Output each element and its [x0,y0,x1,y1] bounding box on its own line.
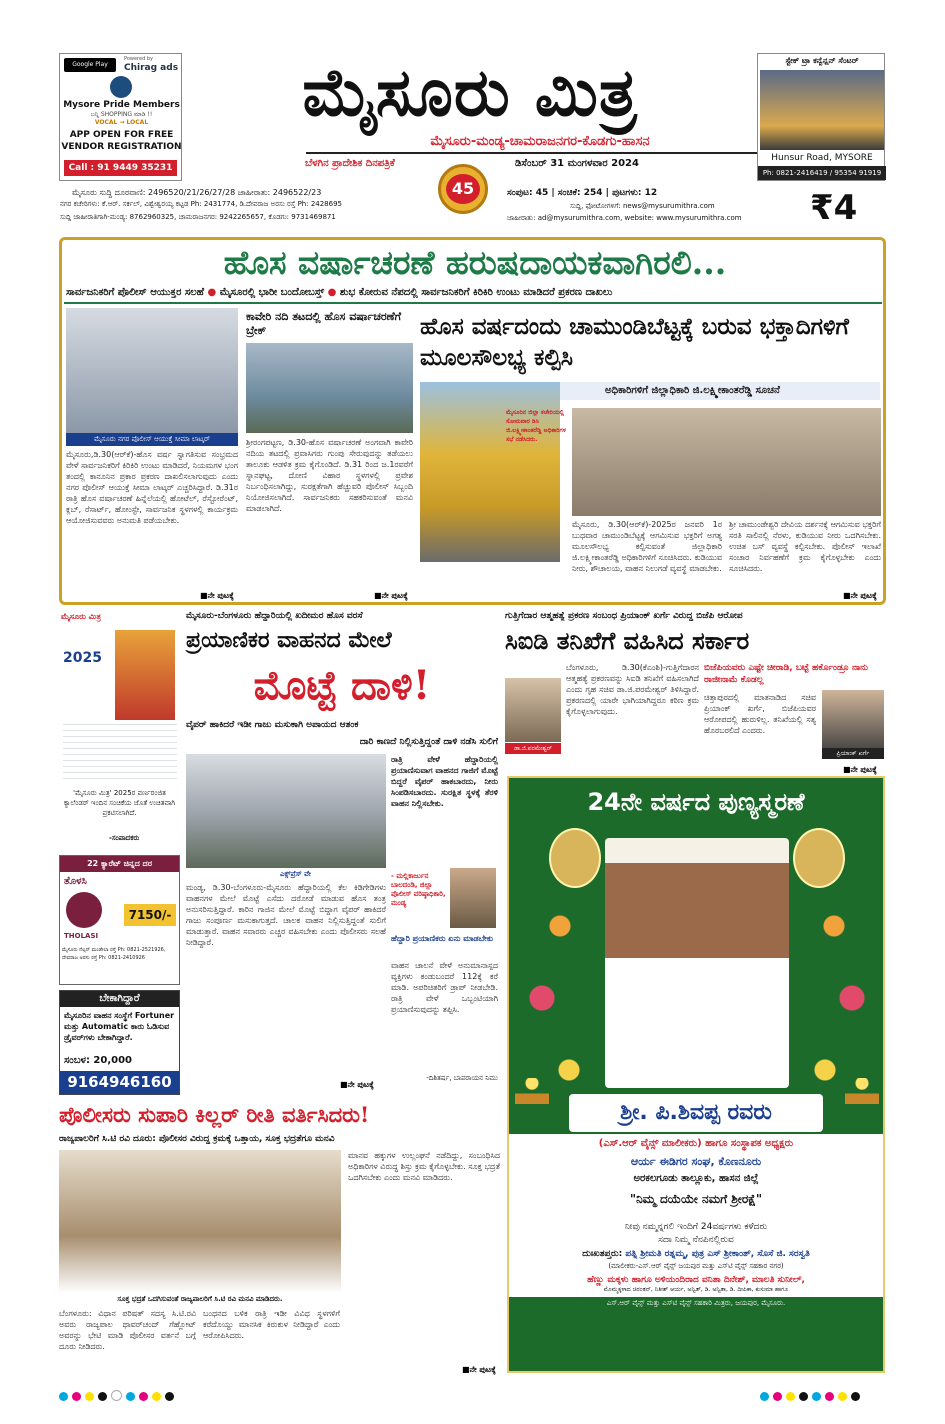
wanted-salary: ಸಂಬಳ: 20,000 [64,1055,133,1066]
mourners-sub: (ಮಾಲೀಕರು-ಎಸ್.ಆರ್ ವೈನ್ಸ್ ಜಯಪುರ ಮತ್ತು ಎಸ್‌ಟಿ ವೈನ್ಸ್ ಸಹಕಾರ ನಗರ) [608,1262,784,1270]
obituary-ad [507,776,885,1373]
kaveri-photo [246,343,413,433]
masthead-rule [306,152,776,154]
obituary-place: ಅರಕಲಗೂಡು ತಾಲ್ಲೂಕು, ಹಾಸನ ಜಿಲ್ಲೆ [633,1173,759,1184]
obituary-role: (ಎಸ್.ಆರ್ ವೈನ್ಸ್ ಮಾಲೀಕರು) ಹಾಗೂ ಸಂಸ್ಥಾಪಕ ಅಧ್ಯಕ್ಷರು [598,1138,794,1149]
quote-sign: - ಮಲ್ಲಿಕಾರ್ಜುನ ಬಾಲದಂಡಿ, ಜಿಲ್ಲಾ ಪೊಲೀಸ್ ವರಿಷ್ಠಾಧಿಕಾರಿ, ಮಂಡ್ಯ [391,872,446,907]
tips-title: ಹೆದ್ದಾರಿ ಪ್ರಯಾಣಿಕರು ಏನು ಮಾಡಬೇಕು [391,934,493,943]
ad-line2: VENDOR REGISTRATION [61,142,182,152]
wanted-ad[interactable] [59,990,180,1095]
byline-2: ■ನೇ ಪುಟಕ್ಕೆ [374,591,408,600]
chamundi-headline: ಹೊಸ ವರ್ಷದಂದು ಚಾಮುಂಡಿಬೆಟ್ಟಕ್ಕೆ ಬರುವ ಭಕ್ತಾದಿಗಳಿಗೆ ಮೂಲಸೌಲಭ್ಯ ಕಲ್ಪಿಸಿ [420,313,849,371]
police-body-3: ಮಾನವ ಹಕ್ಕುಗಳ ಉಲ್ಲಂಘನೆ ನಡೆದಿದ್ದು, ಸಂಬಂಧಿಸಿದ ಅಧಿಕಾರಿಗಳ ವಿರುದ್ಧ ಶಿಸ್ತು ಕ್ರಮ ಕೈಗೊಳ್ಳಬೇಕು. ಸೂಕ್ತ ಭದ್ರತೆ ಒದಗಿಸಬೇಕು ಎಂದು ಮನವಿ ಮಾಡಿದರು. [348,1151,500,1182]
mourners-names: ಪತ್ನಿ ಶ್ರೀಮತಿ ರತ್ನಮ್ಮ, ಪುತ್ರ ಎಸ್ ಶ್ರೀಕಾಂತ್, ಸೊಸೆ ಜಿ. ಸರಸ್ವತಿ [625,1249,810,1259]
calendar-caption: 'ಮೈಸೂರು ಮಿತ್ರ' 2025ರ ವರ್ಣರಂಜಿತ ಕ್ಯಾಲೆಂಡರ್ ಇಂದಿನ ಸಂಚಿಕೆಯ ಜೊತೆ ಉಚಿತವಾಗಿ ಪ್ರಕಟಿಸಲಾಗಿದೆ. [63,789,176,817]
gold-brand-en: THOLASI [64,932,99,940]
cid-headline: ಸಿಐಡಿ ತನಿಖೆಗೆ ವಹಿಸಿದ ಸರ್ಕಾರ [505,626,750,655]
convention-place: Hunsur Road, MYSORE [771,153,873,163]
issue-date: ಡಿಸೆಂಬರ್ 31 ಮಂಗಳವಾರ 2024 [515,158,639,169]
obituary-quote: "ನಿಮ್ಮ ದಯೆಯೇ ನಮಗೆ ಶ್ರೀರಕ್ಷೆ" [629,1192,763,1206]
expressway-photo [186,754,386,868]
gold-rate-ad[interactable] [59,855,180,985]
left-app-ad[interactable] [59,53,182,181]
ad-title: Mysore Pride Members [63,100,180,110]
cid-kicker: ಗುತ್ತಿಗೆದಾರ ಆತ್ಮಹತ್ಯೆ ಪ್ರಕರಣ ಸಂಬಂಧ ಪ್ರಿಯಾಂಕ್ ಖರ್ಗೆ ವಿರುದ್ಧ ಬಿಜೆಪಿ ಆರೋಪ [505,611,743,621]
mourners-label: ದುಃಖತಪ್ತರು: [582,1249,623,1259]
family-line-1: ಹೆಣ್ಣು ಮಕ್ಕಳು ಹಾಗೂ ಅಳಿಯಂದಿರಾದ ವನಿತಾ ದಿನೇಶ್, ಮಾಲತಿ ಸುನೀಲ್, [587,1275,805,1285]
issue-info: ಸಂಪುಟ: 45 | ಸಂಚಿಕೆ: 254 | ಪುಟಗಳು: 12 [507,188,658,198]
cid-body: ಬೆಂಗಳೂರು, ಡಿ.30(ಕೆಎಂಶಿ)-ಗುತ್ತಿಗೆದಾರನ ಆತ್ಮಹತ್ಯೆ ಪ್ರಕರಣವನ್ನು ಸಿಐಡಿ ತನಿಖೆಗೆ ವಹಿಸಲಾಗಿದೆ ಎಂದು ಗೃಹ ಸಚಿವ ಡಾ.ಜಿ.ಪರಮೇಶ್ವರ್ ತಿಳಿಸಿದ್ದಾರೆ. ಪ್ರಕರಣದಲ್ಲಿ ಯಾರೇ ಭಾಗಿಯಾಗಿದ್ದರೂ ಕಠಿಣ ಕ್ರಮ ಕೈಗೊಳ್ಳಲಾಗುವುದು. [566,663,699,716]
highway-bullet-2: ದಾರಿ ಕಾಣದೆ ನಿಲ್ಲಿಸುತ್ತಿದ್ದಂತೆ ದಾಳಿ ನಡೆಸಿ ಸುಲಿಗೆ [359,737,498,747]
calendar-grid [63,724,177,784]
calendar-year: 2025 [63,650,102,666]
highway-bullet-1: ವೈಪರ್ ಹಾಕಿದರೆ ಇಡೀ ಗಾಜು ಮಸುಕಾಗಿ ಅಪಾಯದ ಆತಂಕ [186,720,359,730]
lamp-right-icon [845,1078,879,1104]
gold-brand: ತೊಳಸಿ [64,876,87,887]
contact-line-3: ಸುದ್ದಿ ಜಾಹೀರಾತಿಗಾಗಿ-ಮಂಡ್ಯ: 8762960325, ಚಾಮರಾಜನಗರ: 9242265657, ಕೊಡಗು: 9731469871 [60,213,336,221]
lead-headline: ಹೊಸ ವರ್ಷಾಚರಣೆ ಹರುಷದಾಯಕವಾಗಿರಲಿ... [223,243,727,282]
masthead-subtitle: ಮೈಸೂರು-ಮಂಡ್ಯ-ಚಾಮರಾಜನಗರ-ಕೊಡಗು-ಹಾಸನ [430,134,650,149]
memorial-portrait [605,838,789,1088]
powered-label: Powered by [124,56,153,62]
parameshwar-photo [505,678,561,742]
lead-column-4: ಶ್ರೀ ಚಾಮುಂಡೇಶ್ವರಿ ದೇವಿಯ ದರ್ಶನಕ್ಕೆ ಆಗಮಿಸುವ ಭಕ್ತರಿಗೆ ಸರತಿ ಸಾಲಿನಲ್ಲಿ ನೆರಳು, ಕುಡಿಯುವ ನೀರು ಒದಗಿಸಬೇಕು. ಉಚಿತ ಬಸ್ ವ್ಯವಸ್ಥೆ ಕಲ್ಪಿಸಬೇಕು. ಪೊಲೀಸ್ ಇಲಾಖೆ ಸಂಚಾರ ನಿರ್ವಹಣೆಗೆ ಕ್ರಮ ಕೈಗೊಳ್ಳಬೇಕು ಎಂದು ಸೂಚಿಸಿದರು. [729,520,881,573]
tagline: ಬೆಳಗಿನ ಪ್ರಾದೇಶಿಕ ದಿನಪತ್ರಿಕೆ [305,158,395,169]
police-body-1: ಬೆಂಗಳೂರು: ವಿಧಾನ ಪರಿಷತ್ ಸದಸ್ಯ ಸಿ.ಟಿ.ರವಿ ಅವರು ರಾಜ್ಯಪಾಲ ಥಾವರ್‌ಚಂದ್ ಗೆಹ್ಲೋಟ್ ಅವರನ್ನು ಭೇಟಿ ಮಾಡಿ ಪೊಲೀಸರ ವರ್ತನೆ ಬಗ್ಗೆ ದೂರು ನೀಡಿದರು. [59,1309,196,1351]
police-commissioner-photo [66,308,238,433]
anniversary-emblem [430,164,496,216]
tips-sign: -ದಿಶಿತರ್ಷ, ಬಾಪರಾಯನ ನಿಮು [426,1074,498,1082]
convention-phone: Ph: 0821-2416419 / 95354 91919 [758,166,886,180]
obituary-name: ಶ್ರೀ. ಪಿ.ಶಿವಪ್ಪ ರವರು [569,1094,823,1132]
highway-side-text: ರಾತ್ರಿ ವೇಳೆ ಹೆದ್ದಾರಿಯಲ್ಲಿ ಪ್ರಯಾಣಿಸುವಾಗ ವಾಹನದ ಗಾಜಿಗೆ ಮೊಟ್ಟೆ ಬಿದ್ದರೆ ವೈಪರ್ ಹಾಕಬಾರದು, ನೀರು ಸಿಂಪಡಿಸಬಾರದು. ಸುರಕ್ಷಿತ ಸ್ಥಳಕ್ಕೆ ತೆರಳಿ ವಾಹನ ನಿಲ್ಲಿಸಬೇಕು. [391,755,498,808]
photo-caption-commissioner: ಮೈಸೂರು ನಗರ ಪೊಲೀಸ್ ಆಯುಕ್ತೆ ಸೀಮಾ ಲಾಟ್ಕರ್ [66,433,238,446]
tholasi-logo-icon [66,892,102,928]
lead-bullet-1: ಸಾರ್ವಜನಿಕರಿಗೆ ಪೊಲೀಸ್ ಆಯುಕ್ತರ ಸಲಹೆ [66,287,204,298]
lead-column-1: ಮೈಸೂರು,ಡಿ.30(ಆರ್‌ಕೆ)-ಹೊಸ ವರ್ಷ ಸ್ವಾಗತಿಸುವ ಸಂಭ್ರಮದ ವೇಳೆ ಸಾರ್ವಜನಿಕರಿಗೆ ಕಿರಿಕಿರಿ ಉಂಟು ಮಾಡಿದರೆ, ನಿಯಮಗಳ ಭಂಗ ತಂದಲ್ಲಿ ಕಾನೂನಿನ ಪ್ರಕಾರ ಪ್ರಕರಣ ದಾಖಲಿಸಲಾಗುವುದು ಎಂದು ನಗರ ಪೊಲೀಸ್ ಆಯುಕ್ತೆ ಸೀಮಾ ಲಾಟ್ಕರ್ ಎಚ್ಚರಿಸಿದ್ದಾರೆ. ಡಿ.31ರ ರಾತ್ರಿ ಹೊಸ ವರ್ಷಾಚರಣೆ ಹಿನ್ನೆಲೆಯಲ್ಲಿ ಹೋಟೆಲ್, ರೆಸ್ಟೋರೆಂಟ್, ಕ್ಲಬ್, ರೆಸಾರ್ಟ್, ಹೋಂಸ್ಟೇ, ಸಾರ್ವಜನಿಕ ಸ್ಥಳಗಳಲ್ಲಿ ಕಾರ್ಯಕ್ರಮ ಆಯೋಜಿಸುವವರು ಅನುಮತಿ ಪಡೆಯಬೇಕು. [66,450,238,525]
byline-3: ■ನೇ ಪುಟಕ್ಕೆ [843,591,877,600]
ad-email[interactable]: ಜಾಹೀರಾತು: ad@mysurumithra.com, website: www.mysurumithra.com [507,214,742,222]
masthead-title: ಮೈಸೂರು ಮಿತ್ರ [302,53,638,131]
ad-line1: APP OPEN FOR FREE [69,130,174,140]
family-line-2: ಮೊಮ್ಮಕ್ಕಳಾದ ಚಿರಂತನ್, ನಿತೀಶ್ ಆರ್ಯ, ಅನ್ವಿತ್, ಡಿ. ಅನ್ವಿತಾ, ಡಿ. ದೀಪಿಕಾ, ಕುಸುಮಾ ಹಾಗೂ [603,1286,789,1293]
gold-price: 7150/- [124,904,176,926]
tips-text: ವಾಹನ ಚಾಲನೆ ವೇಳೆ ಅನುಮಾನಾಸ್ಪದ ವ್ಯಕ್ತಿಗಳು ಕಂಡುಬಂದರೆ 112ಕ್ಕೆ ಕರೆ ಮಾಡಿ. ಅಪರಿಚಿತರಿಗೆ ಡ್ರಾಪ್ ನೀಡಬೇಡಿ. ರಾತ್ರಿ ವೇಳೆ ಒಬ್ಬಂಟಿಯಾಗಿ ಪ್ರಯಾಣಿಸುವುದನ್ನು ತಪ್ಪಿಸಿ. [391,961,498,1014]
gold-title: 22 ಕ್ಯಾರೆಟ್ ಚಿನ್ನದ ದರ [60,856,179,872]
byline-1: ■ನೇ ಪುಟಕ್ಕೆ [200,591,234,600]
lead-rule [64,302,882,304]
calendar-card [59,612,180,847]
anniversary-number: 45 [446,174,480,204]
price: ₹4 [810,188,858,228]
ad-call[interactable]: Call : 91 9449 35231 [64,160,177,176]
lead-bullet-3: ಶುಭ ಕೋರುವ ನೆಪದಲ್ಲಿ ಸಾರ್ವಜನಿಕರಿಗೆ ಕಿರಿಕಿರಿ ಉಂಟು ಮಾಡಿದರೆ ಪ್ರಕರಣ ದಾಖಲು [339,287,613,298]
lead-bullets: ಸಾರ್ವಜನಿಕರಿಗೆ ಪೊಲೀಸ್ ಆಯುಕ್ತರ ಸಲಹೆ ● ಮೈಸೂರಲ್ಲಿ ಭಾರೀ ಬಂದೋಬಸ್ತ್ ● ಶುಭ ಕೋರುವ ನೆಪದಲ್ಲಿ ಸಾರ್ವಜನಿಕರಿಗೆ ಕಿರಿಕಿರಿ ಉಂಟು ಮಾಡಿದರೆ ಪ್ರಕರಣ ದಾಖಲು [66,287,613,298]
vocal-label: VOCAL → LOCAL [94,119,149,126]
calendar-brand: ಮೈಸೂರು ಮಿತ್ರ [61,612,101,621]
police-photo-caption: ಸೂಕ್ತ ಭದ್ರತೆ ಒದಗಿಸುವಂತೆ ರಾಜ್ಯಪಾಲರಿಗೆ ಸಿ.ಟಿ ರವಿ ಮನವಿ ಮಾಡಿದರು. [117,1295,283,1303]
byline-highway: ■ನೇ ಪುಟಕ್ಕೆ [340,1080,374,1089]
highway-headline-1: ಪ್ರಯಾಣಿಕರ ವಾಹನದ ಮೇಲೆ [186,627,392,653]
obituary-headline: 24ನೇ ವರ್ಷದ ಪುಣ್ಯಸ್ಮರಣೆ [587,788,805,816]
expressway-photo-tag: ಎಕ್ಸ್‌ಪ್ರೆಸ್ ವೇ [280,870,311,878]
wanted-title: ಬೇಕಾಗಿದ್ದಾರೆ [60,991,179,1007]
governor-meeting-photo [59,1150,341,1293]
chirag-brand: Chirag ads [124,63,179,73]
location-pin-icon [110,76,132,98]
lead-column-3: ಮೈಸೂರು, ಡಿ.30(ಆರ್‌ಕೆ)-2025ರ ಜನವರಿ 1ರ ಬುಧವಾರ ಚಾಮುಂಡಿಬೆಟ್ಟಕ್ಕೆ ಆಗಮಿಸುವ ಭಕ್ತರಿಗೆ ಅಗತ್ಯ ಮೂಲಸೌಲಭ್ಯ ಕಲ್ಪಿಸುವಂತೆ ಜಿಲ್ಲಾಧಿಕಾರಿ ಜಿ.ಲಕ್ಷ್ಮೀಕಾಂತರೆಡ್ಡಿ ಅಧಿಕಾರಿಗಳಿಗೆ ಸೂಚಿಸಿದರು. ಕುಡಿಯುವ ನೀರು, ಶೌಚಾಲಯ, ವಾಹನ ನಿಲುಗಡೆ ವ್ಯವಸ್ಥೆ ಮಾಡಬೇಕು. [572,520,722,573]
lead-column-2: ಶ್ರೀರಂಗಪಟ್ಟಣ, ಡಿ.30-ಹೊಸ ವರ್ಷಾಚರಣೆ ಅಂಗವಾಗಿ ಕಾವೇರಿ ನದಿಯ ತಟದಲ್ಲಿ ಪ್ರವಾಸಿಗರು ಗುಂಪು ಸೇರುವುದನ್ನು ತಡೆಯಲು ತಾಲೂಕು ಆಡಳಿತ ಕ್ರಮ ಕೈಗೊಂಡಿದೆ. ಡಿ.31 ರಿಂದ ಜ.1ರವರೆಗೆ ಸ್ನಾನಘಟ್ಟ, ದೋಣಿ ವಿಹಾರ ಸ್ಥಳಗಳಲ್ಲಿ ಪ್ರವೇಶ ನಿರ್ಬಂಧಿಸಲಾಗಿದ್ದು, ಸುರಕ್ಷತೆಗಾಗಿ ಹೆಚ್ಚುವರಿ ಪೊಲೀಸ್ ಸಿಬ್ಬಂದಿ ನಿಯೋಜಿಸಲಾಗಿದೆ. ಸಾರ್ವಜನಿಕರು ಸಹಕರಿಸುವಂತೆ ಮನವಿ ಮಾಡಲಾಗಿದೆ. [246,438,413,513]
gold-address: ಮೈಸೂರು ನೆಲ್ಸನ್ ಮಂಡೇಲಾ ರಸ್ತೆ Ph: 0821-2521926, ದೇವರಾಜ ಅರಸು ರಸ್ತೆ Ph: 0821-2410926 [62,947,166,961]
police-headline: ಪೊಲೀಸರು ಸುಪಾರಿ ಕಿಲ್ಲರ್ ರೀತಿ ವರ್ತಿಸಿದರು! [59,1102,370,1127]
cid-body-2: ಚಿತ್ತಾಪುರದಲ್ಲಿ ಮಾತನಾಡಿದ ಸಚಿವ ಪ್ರಿಯಾಂಕ್ ಖರ್ಗೆ, ಬಿಜೆಪಿಯವರ ಆರೋಪದಲ್ಲಿ ಹುರುಳಿಲ್ಲ. ತನಿಖೆಯಲ್ಲಿ ಸತ್ಯ ಹೊರಬರಲಿದೆ ಎಂದರು. [704,693,816,735]
meeting-photo [572,408,881,516]
right-convention-ad[interactable] [757,53,885,181]
contact-line-2: ನಗರ ಕಚೇರಿಗಳು: ಕೆ.ಆರ್. ಸರ್ಕಲ್, ವಿಶ್ವೇಶ್ವರಯ್ಯ ಕಟ್ಟಡ Ph: 2431774, ಡಿ.ದೇವರಾಜ ಅರಸು ರಸ್ತೆ Ph: 2428695 [60,200,342,208]
parameshwar-caption: ಡಾ.ಜಿ.ಪರಮೇಶ್ವರ್ [505,743,561,754]
police-sub: ರಾಜ್ಯಪಾಲರಿಗೆ ಸಿ.ಟಿ ರವಿ ದೂರು: ಪೊಲೀಸರ ವಿರುದ್ಧ ಕ್ರಮಕ್ಕೆ ಒತ್ತಾಯ, ಸೂಕ್ತ ಭದ್ರತೆಗೂ ಮನವಿ [59,1134,335,1144]
sp-photo [450,868,496,928]
calendar-deity-image [115,630,175,720]
news-email[interactable]: ಸುದ್ದಿ, ಫೋಟೋಗಳಿಗೆ: news@mysurumithra.com [570,202,715,210]
convention-photo [760,70,884,150]
highway-body: ಮಂಡ್ಯ, ಡಿ.30-ಬೆಂಗಳೂರು-ಮೈಸೂರು ಹೆದ್ದಾರಿಯಲ್ಲಿ ಕೆಲ ಕಿಡಿಗೇಡಿಗಳು ವಾಹನಗಳ ಮೇಲೆ ಮೊಟ್ಟೆ ಎಸೆದು ದರೋಡೆ ಮಾಡುವ ಹೊಸ ತಂತ್ರ ಅನುಸರಿಸುತ್ತಿದ್ದಾರೆ. ಕಾರಿನ ಗಾಜಿನ ಮೇಲೆ ಮೊಟ್ಟೆ ಬಿದ್ದಾಗ ವೈಪರ್ ಹಾಕಿದರೆ ಗಾಜು ಸಂಪೂರ್ಣ ಮಸುಕಾಗುತ್ತದೆ. ಚಾಲಕ ವಾಹನ ನಿಲ್ಲಿಸುತ್ತಿದ್ದಂತೆ ಸುಲಿಗೆ ಮಾಡುತ್ತಾರೆ. ವಾಹನ ಸವಾರರು ಎಚ್ಚರ ವಹಿಸಬೇಕು ಎಂದು ಪೊಲೀಸರು ಸಲಹೆ ನೀಡಿದ್ದಾರೆ. [186,883,386,947]
family-line-3: ಎಸ್.ಆರ್ ವೈನ್ಸ್ ಮತ್ತು ಎಸ್‌ಟಿ ವೈನ್ಸ್ ಸಹಕಾರಿ ಮಿತ್ರರು, ಜಯಪುರ, ಮೈಸೂರು. [606,1299,786,1307]
calendar-sign: -ಸಂಪಾದಕರು [109,834,140,842]
chamundi-caption: ಮೈಸೂರಿನ ಜಿಲ್ಲಾ ಕಚೇರಿಯಲ್ಲಿ ಸೋಮವಾರ ಡಿಸಿ ಜಿ.ಲಕ್ಷ್ಮೀಕಾಂತರೆಡ್ಡಿ ಅಧಿಕಾರಿಗಳ ಸಭೆ ನಡೆಸಿದರು. [506,409,566,443]
wanted-body: ಮೈಸೂರಿನ ವಾಹನ ಸಂಸ್ಥೆಗೆ Fortuner ಮತ್ತು Automatic ಕಾರು ಓಡಿಸುವ ಡ್ರೈವರ್‌ಗಳು ಬೇಕಾಗಿದ್ದಾರೆ. [64,1011,175,1042]
chamundi-sub: ಅಧಿಕಾರಿಗಳಿಗೆ ಜಿಲ್ಲಾಧಿಕಾರಿ ಜಿ.ಲಕ್ಷ್ಮೀಕಾಂತರೆಡ್ಡಿ ಸೂಚನೆ [505,382,880,400]
priyank-caption: ಪ್ರಿಯಾಂಕ್ ಖರ್ಗೆ [822,748,884,759]
registration-marks-right [760,1386,864,1405]
obituary-org: ಆರ್ಯ ಈಡಿಗರ ಸಂಘ, ಕೊಣನೂರು [630,1155,762,1168]
lamp-left-icon [515,1078,549,1104]
police-body-2: ಬಂಧನದ ಬಳಿಕ ರಾತ್ರಿ ಇಡೀ ವಿವಿಧ ಸ್ಥಳಗಳಿಗೆ ಕರೆದೊಯ್ದು ಮಾನಸಿಕ ಕಿರುಕುಳ ನೀಡಿದ್ದಾರೆ ಎಂದು ಆರೋಪಿಸಿದರು. [203,1309,340,1340]
obituary-line2: ಸದಾ ನಿಮ್ಮ ನೆನಪಿನಲ್ಲಿರುವ [658,1235,734,1245]
registration-marks-left [59,1386,178,1405]
byline-cid: ■ನೇ ಪುಟಕ್ಕೆ [843,765,877,774]
cid-side-title: ಬಿಜೆಪಿಯವರು ಎಷ್ಟೇ ಚೀರಾಡಿ, ಬಟ್ಟೆ ಹರ್ಕೊಂಡ್ರೂ ನಾನು ರಾಜೀನಾಮೆ ಕೊಡಲ್ಲ [704,663,869,685]
highway-headline-2: ಮೊಟ್ಟೆ ದಾಳಿ! [253,662,431,709]
obituary-line1: ನೀವು ನಮ್ಮನ್ನಗಲಿ ಇಂದಿಗೆ 24ವರ್ಷಗಳು ಕಳೆದರು [624,1222,768,1232]
byline-police: ■ನೇ ಪುಟಕ್ಕೆ [462,1365,496,1374]
google-play-badge: Google Play [64,58,116,72]
convention-title: ಸ್ಟೇಕ್ ಟ್ರಾ ಕನ್ವೆನ್ಷನ್ ಸೆಂಟರ್ [785,56,859,65]
priyank-photo [822,690,884,748]
ad-sub: ಬನ್ನಿ SHOPPING ಮಾಡಿ !! [90,111,153,118]
lead-bullet-2: ಮೈಸೂರಲ್ಲಿ ಭಾರೀ ಬಂದೋಬಸ್ತ್ [219,287,325,298]
highway-kicker: ಮೈಸೂರು-ಬೆಂಗಳೂರು ಹೆದ್ದಾರಿಯಲ್ಲಿ ಖದೀಮರ ಹೊಸ ವರಸೆ [186,611,363,621]
kaveri-title: ಕಾವೇರಿ ನದಿ ತಟದಲ್ಲಿ ಹೊಸ ವರ್ಷಾಚರಣೆಗೆ ಬ್ರೇಕ್ [246,310,402,337]
contact-line-1: ಮೈಸೂರು ಸುದ್ದಿ ದೂರವಾಣಿ: 2496520/21/26/27/28 ಜಾಹೀರಾತು: 2496522/23 [72,188,322,197]
wanted-phone[interactable]: 9164946160 [60,1071,179,1094]
obituary-mourners-row [519,1249,873,1259]
